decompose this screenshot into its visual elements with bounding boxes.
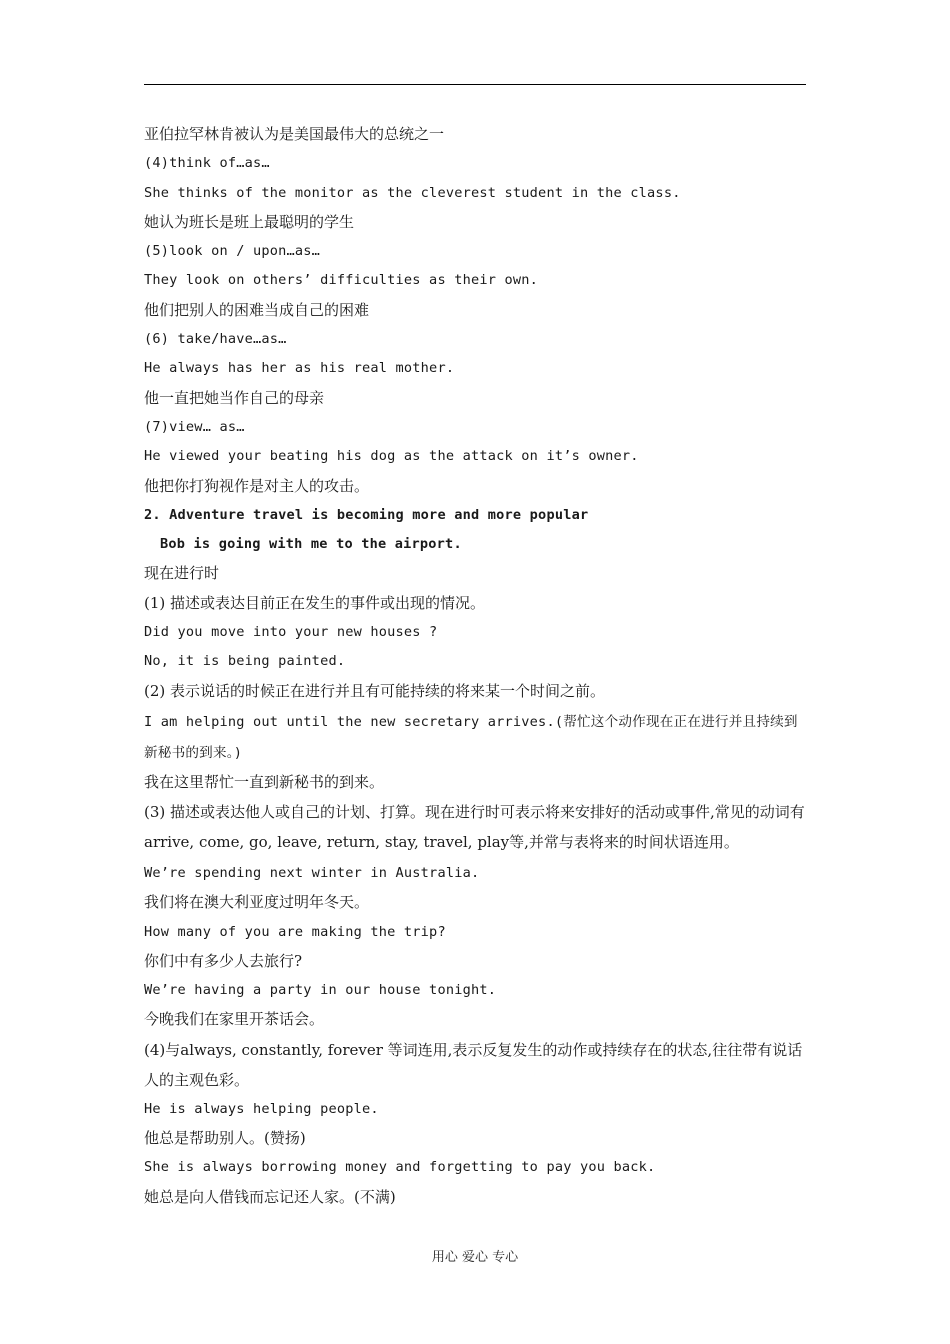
text-line: 他一直把她当作自己的母亲 xyxy=(144,388,325,407)
section-heading: 2. Adventure travel is becoming more and more popular xyxy=(144,506,589,523)
text-line: 现在进行时 xyxy=(144,564,220,583)
text-line: They look on others’ difficulties as their own. xyxy=(144,272,539,289)
text-line: No, it is being painted. xyxy=(144,653,346,670)
text-line: (4)think of…as… xyxy=(144,155,270,172)
text-line: 亚伯拉罕林肯被认为是美国最伟大的总统之一 xyxy=(144,125,445,143)
text-line: She is always borrowing money and forgetting to pay you back. xyxy=(144,1159,656,1176)
text-line: (1) 描述或表达目前正在发生的事件或出现的情况。 xyxy=(144,593,486,612)
text-line: 我们将在澳大利亚度过明年冬天。 xyxy=(144,893,370,912)
text-line: She thinks of the monitor as the cleverest student in the class. xyxy=(144,184,681,201)
text-line: He is always helping people. xyxy=(144,1100,379,1117)
text-line: 他们把别人的困难当成自己的困难 xyxy=(144,300,370,319)
text-paragraph xyxy=(144,706,806,768)
text-line: 她认为班长是班上最聪明的学生 xyxy=(144,212,355,231)
text-line: He viewed your beating his dog as the attack on it’s owner. xyxy=(144,448,639,465)
text-line: We’re spending next winter in Australia. xyxy=(144,865,480,882)
text-paragraph: (4)与always, constantly, forever 等词连用,表示反复发生的动作或持续存在的状态,往往带有说话人的主观色彩。 xyxy=(144,1040,803,1089)
header-rule xyxy=(144,84,806,85)
text-line: How many of you are making the trip? xyxy=(144,923,446,940)
document-body xyxy=(144,120,806,1212)
text-line: (2) 表示说话的时候正在进行并且有可能持续的将来某一个时间之前。 xyxy=(144,681,606,700)
text-line: (7)view… as… xyxy=(144,418,245,435)
text-line: Did you move into your new houses ? xyxy=(144,624,438,641)
text-line: 他总是帮助别人。(赞扬) xyxy=(144,1129,306,1148)
text-line: He always has her as his real mother. xyxy=(144,360,455,377)
text-line: 我在这里帮忙一直到新秘书的到来。 xyxy=(144,772,385,791)
section-heading-example: Bob is going with me to the airport. xyxy=(160,536,462,553)
text-line: 他把你打狗视作是对主人的攻击。 xyxy=(144,476,370,495)
text-line: (3) 描述或表达他人或自己的计划、打算。现在进行时可表示将来安排好的活动或事件,常见的动词有arrive, come, go, leave, return, stay, travel, play等,并常与表将来的时间状语连用。 xyxy=(144,803,805,852)
text-paragraph xyxy=(144,797,806,888)
text-line: We’re having a party in our house tonight. xyxy=(144,982,497,999)
text-line: 今晚我们在家里开茶话会。 xyxy=(144,1010,325,1029)
text-line: I am helping out until the new secretary arrives.(帮忙这个动作现在正在进行并且持续到新秘书的到来。) xyxy=(144,713,798,761)
text-line: (6) take/have…as… xyxy=(144,331,287,348)
text-line: 你们中有多少人去旅行? xyxy=(144,951,303,970)
text-line: 她总是向人借钱而忘记还人家。(不满) xyxy=(144,1187,396,1206)
text-line: (5)look on / upon…as… xyxy=(144,243,321,260)
page-footer: 用心 爱心 专心 xyxy=(431,1250,519,1265)
